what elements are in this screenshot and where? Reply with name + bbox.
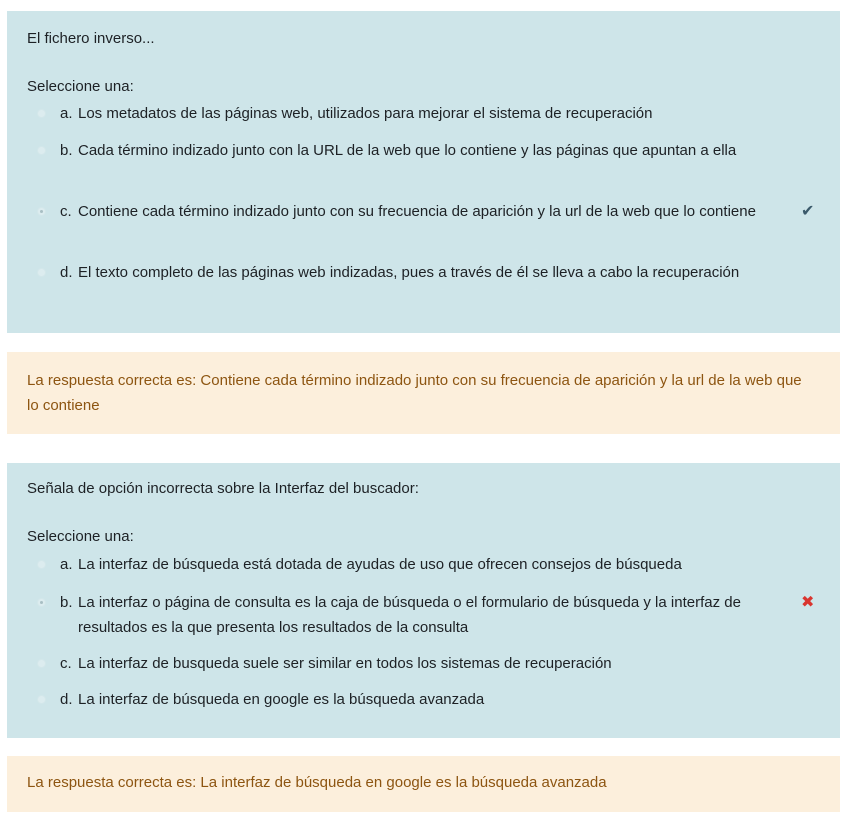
- feedback-text: La respuesta correcta es: La interfaz de búsqueda en google es la búsqueda avanzada: [27, 774, 607, 791]
- question-2-text: Señala de opción incorrecta sobre la Interfaz del buscador:: [27, 480, 419, 497]
- question-1-feedback: [7, 352, 840, 434]
- option-letter: b.: [60, 594, 73, 611]
- question-1-text: El fichero inverso...: [27, 30, 155, 47]
- question-2-feedback: [7, 756, 840, 812]
- radio-button[interactable]: [37, 659, 46, 668]
- option-letter: d.: [60, 691, 73, 708]
- question-2: [7, 463, 840, 738]
- question-1-option-b[interactable]: [37, 138, 797, 163]
- question-1-option-a[interactable]: [37, 101, 797, 126]
- option-text: La interfaz de busqueda suele ser similar en todos los sistemas de recuperación: [78, 655, 612, 672]
- check-icon: ✔: [801, 203, 815, 220]
- option-letter: c.: [60, 655, 72, 672]
- option-letter: a.: [60, 105, 73, 122]
- option-text: Los metadatos de las páginas web, utilizados para mejorar el sistema de recuperación: [78, 105, 653, 122]
- question-2-option-d[interactable]: [37, 687, 797, 712]
- option-text: La interfaz o página de consulta es la caja de búsqueda o el formulario de búsqueda y la interfaz de resultados es la que presenta los resultados de la consulta: [78, 594, 741, 636]
- radio-button-selected[interactable]: [37, 598, 46, 607]
- question-2-option-c[interactable]: [37, 651, 797, 676]
- option-letter: a.: [60, 556, 73, 573]
- question-1-option-c[interactable]: [37, 199, 815, 224]
- radio-button[interactable]: [37, 560, 46, 569]
- radio-button[interactable]: [37, 268, 46, 277]
- option-text: Cada término indizado junto con la URL de la web que lo contiene y las páginas que apuntan a ella: [78, 142, 737, 159]
- radio-button[interactable]: [37, 109, 46, 118]
- cross-icon: ✖: [801, 594, 815, 611]
- option-text: La interfaz de búsqueda en google es la búsqueda avanzada: [78, 691, 485, 708]
- option-text: El texto completo de las páginas web indizadas, pues a través de él se lleva a cabo la recuperación: [78, 264, 740, 281]
- question-2-option-b[interactable]: [37, 590, 815, 640]
- question-1: [7, 11, 840, 333]
- feedback-text: La respuesta correcta es: Contiene cada término indizado junto con su frecuencia de aparición y la url de la web que lo contiene: [27, 372, 802, 414]
- option-text: Contiene cada término indizado junto con su frecuencia de aparición y la url de la web que lo contiene: [78, 203, 756, 220]
- question-1-prompt: Seleccione una:: [27, 78, 134, 95]
- option-letter: b.: [60, 142, 73, 159]
- option-text: La interfaz de búsqueda está dotada de ayudas de uso que ofrecen consejos de búsqueda: [78, 556, 682, 573]
- option-letter: d.: [60, 264, 73, 281]
- radio-button[interactable]: [37, 146, 46, 155]
- question-2-prompt: Seleccione una:: [27, 528, 134, 545]
- question-1-option-d[interactable]: [37, 260, 797, 285]
- option-letter: c.: [60, 203, 72, 220]
- question-2-option-a[interactable]: [37, 552, 797, 577]
- radio-button[interactable]: [37, 695, 46, 704]
- radio-button-selected[interactable]: [37, 207, 46, 216]
